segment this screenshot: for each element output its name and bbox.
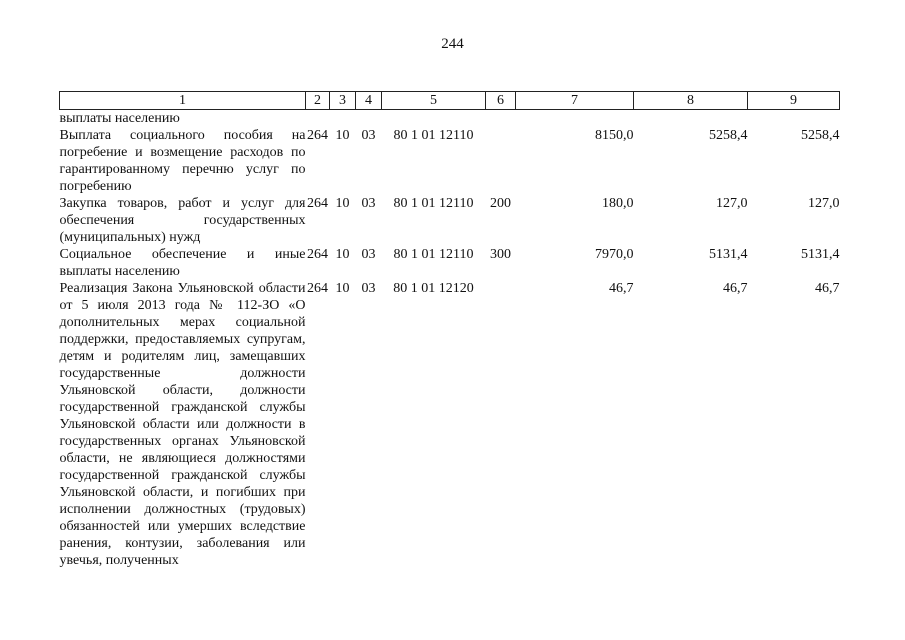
- row-description: Закупка товаров, работ и услуг для обеспечения государственных (муниципальных) нужд: [59, 196, 306, 245]
- subsection-code: [356, 110, 382, 128]
- table-row: [60, 195, 840, 246]
- value-col9: 5258,4: [801, 128, 840, 143]
- target-article-code: 80 1 01 12110: [393, 247, 474, 262]
- column-header: 7: [516, 92, 634, 110]
- value-col9: 127,0: [808, 196, 840, 211]
- row-description: Реализация Закона Ульяновской области от 5 июля 2013 года № 112-ЗО «О дополнительных мерах социальной поддержки, предоставляемых супругам, детям и родителям лиц, замещавших государственные должности Ульяновской области, должности государственной гражданской службы Ульяновской области или должности в государственных органах Ульяновской области, не являющиеся должностями государственной гражданской службы Ульяновской области, и погибших при исполнении должностных (трудовых) обязанностей или умерших вследствие ранения, контузии, заболевания или увечья, полученных: [59, 281, 306, 568]
- column-number-header: [60, 92, 840, 110]
- column-header: 5: [382, 92, 486, 110]
- column-header: 4: [356, 92, 382, 110]
- admin-code: 264: [307, 247, 328, 262]
- table-row: [60, 127, 840, 195]
- target-article-code: 80 1 01 12110: [393, 128, 474, 143]
- page-number: 244: [441, 36, 464, 52]
- row-description: выплаты населению: [59, 111, 180, 126]
- value-col8: 127,0: [716, 196, 748, 211]
- value-col9: 46,7: [815, 281, 840, 296]
- value-col7: 8150,0: [595, 128, 634, 143]
- value-col7: 7970,0: [595, 247, 634, 262]
- expense-type-code: 200: [490, 196, 511, 211]
- expense-type-code: [486, 127, 516, 195]
- value-col9: 5131,4: [801, 247, 840, 262]
- table-row: [60, 110, 840, 128]
- target-article-code: 80 1 01 12110: [393, 196, 474, 211]
- column-header: 3: [330, 92, 356, 110]
- expense-type-code: [486, 110, 516, 128]
- value-col9: [748, 110, 840, 128]
- column-header: 2: [306, 92, 330, 110]
- expense-type-code: [486, 280, 516, 569]
- column-header: 1: [60, 92, 306, 110]
- subsection-code: 03: [361, 247, 376, 262]
- section-code: 10: [335, 196, 350, 211]
- budget-table: [59, 91, 840, 569]
- expense-type-code: 300: [490, 247, 511, 262]
- value-col8: [634, 110, 748, 128]
- row-description: Социальное обеспечение и иные выплаты населению: [59, 247, 306, 279]
- target-article-code: 80 1 01 12120: [393, 281, 474, 296]
- section-code: [330, 110, 356, 128]
- admin-code: 264: [307, 281, 328, 296]
- section-code: 10: [335, 128, 350, 143]
- subsection-code: 03: [361, 281, 376, 296]
- column-header: 9: [748, 92, 840, 110]
- row-description: Выплата социального пособия на погребение и возмещение расходов по гарантированному перечню услуг по погребению: [59, 128, 306, 194]
- value-col8: 5131,4: [709, 247, 748, 262]
- subsection-code: 03: [361, 128, 376, 143]
- admin-code: [306, 110, 330, 128]
- section-code: 10: [335, 281, 350, 296]
- value-col7: 46,7: [609, 281, 634, 296]
- admin-code: 264: [307, 196, 328, 211]
- table-row: [60, 280, 840, 569]
- value-col8: 46,7: [723, 281, 748, 296]
- table-row: [60, 246, 840, 280]
- column-header: 6: [486, 92, 516, 110]
- column-header: 8: [634, 92, 748, 110]
- section-code: 10: [335, 247, 350, 262]
- value-col8: 5258,4: [709, 128, 748, 143]
- admin-code: 264: [307, 128, 328, 143]
- target-article-code: [382, 110, 486, 128]
- subsection-code: 03: [361, 196, 376, 211]
- value-col7: 180,0: [602, 196, 634, 211]
- value-col7: [516, 110, 634, 128]
